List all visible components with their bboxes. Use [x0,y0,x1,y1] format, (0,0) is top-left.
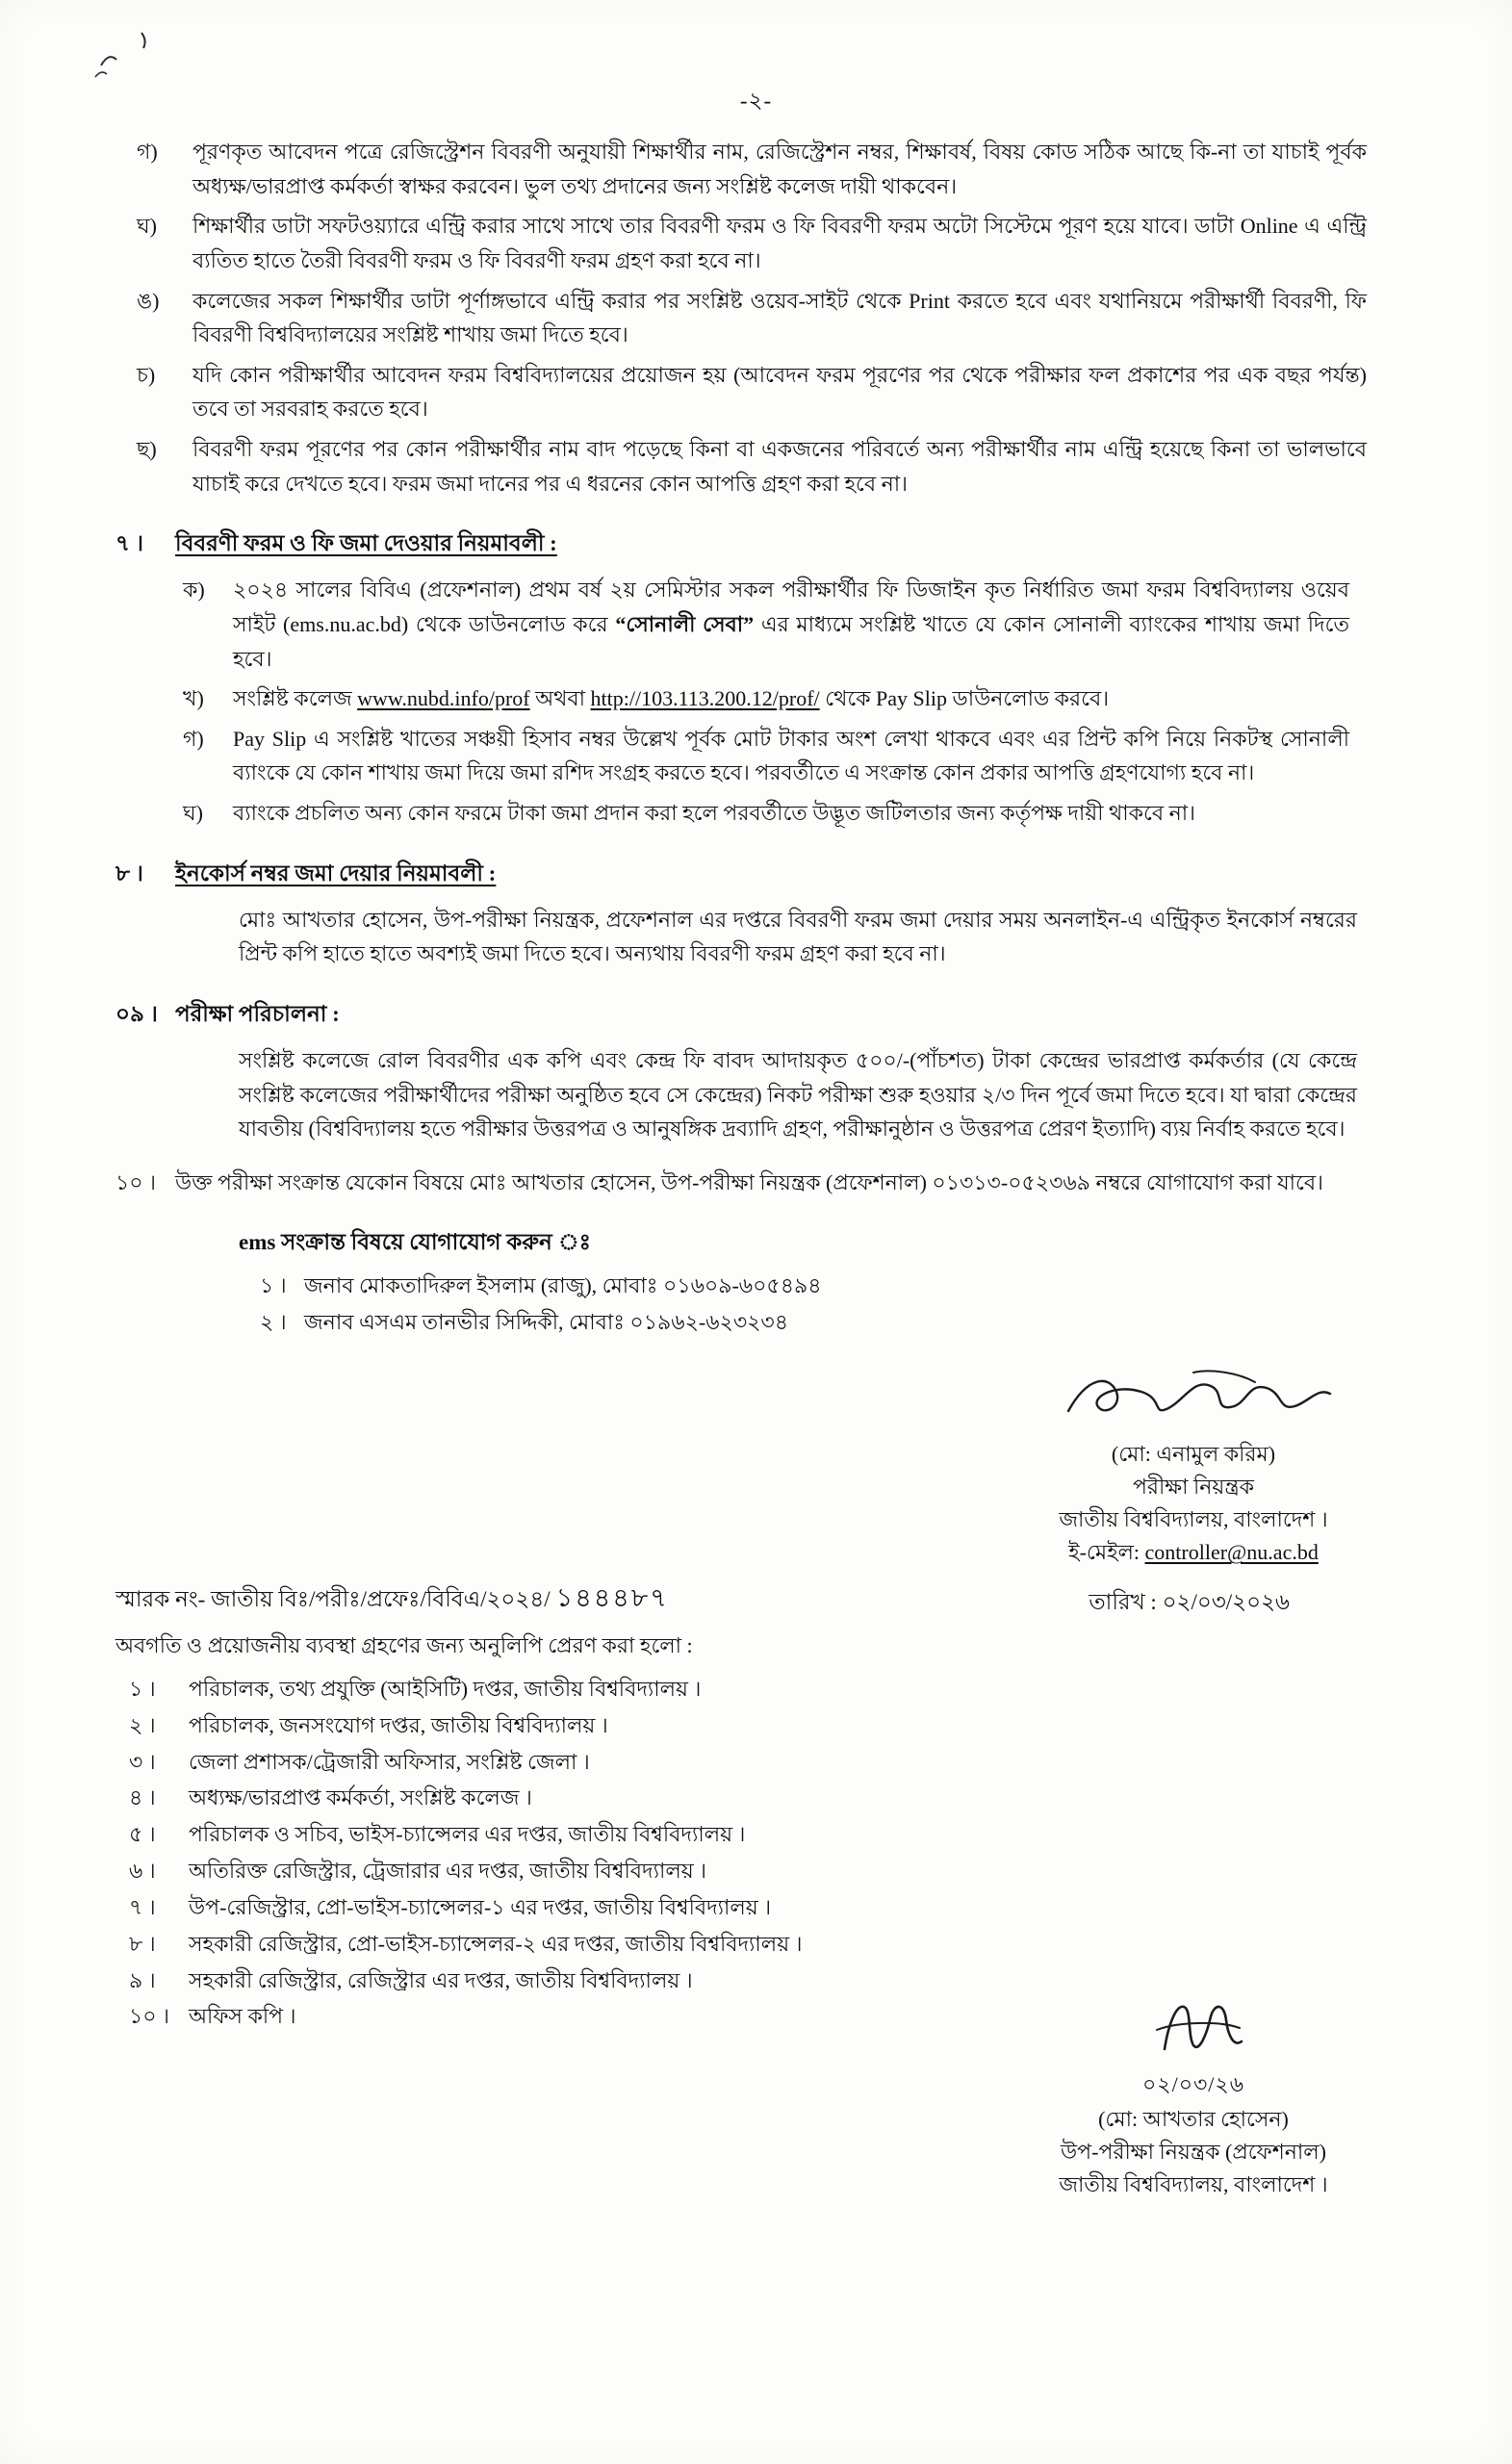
list-item-marker: ক) [183,578,205,603]
signature-name: (মো: আখতার হোসেন) [1098,2107,1289,2132]
handwritten-signature-icon [1049,1997,1338,2057]
copy-number: ৮ । [129,1931,156,1956]
list-item [115,432,1396,500]
sonali-seba-text: “সোনালী সেবা” [615,611,755,636]
signature-designation: উপ-পরীক্ষা নিয়ন্ত্রক (প্রফেশনাল) [1061,2140,1326,2165]
list-item [115,1889,1405,1926]
continued-items-list [115,135,1396,500]
list-item-marker: ঘ) [183,801,203,825]
copy-text: অধ্যক্ষ/ভারপ্রাপ্ত কর্মকর্তা, সংশ্লিষ্ট কলেজ । [189,1785,532,1810]
copy-text: জেলা প্রশাসক/ট্রেজারী অফিসার, সংশ্লিষ্ট জেলা । [189,1749,590,1774]
list-item-text [233,681,1396,716]
email-label: ই-মেইল: [1068,1540,1140,1565]
list-item-text: পূরণকৃত আবেদন পত্রে রেজিস্ট্রেশন বিবরণী অনুযায়ী শিক্ষার্থীর নাম, রেজিস্ট্রেশন নম্বর, শিক্ষাবর্ষ, বিষয় কোড সঠিক আছে কি-না তা যাচাই পূর্বক অধ্যক্ষ/ভারপ্রাপ্ত কর্মকর্তা স্বাক্ষর করবেন। ভুল তথ্য প্রদানের জন্য সংশ্লিষ্ট কলেজ দায়ী থাকবেন। [192,140,1367,198]
signature-block-deputy-controller [943,1997,1444,2201]
text-fragment: এর মাধ্যমে সংশ্লিষ্ট খাতে যে কোন সোনালী ব্যাংকের শাখায় জমা দিতে হবে। [233,611,1349,671]
ip-prof-link[interactable]: http://103.113.200.12/prof/ [590,686,820,711]
signature-handwritten-date: ০২/০৩/২৬ [1141,2072,1245,2097]
section-10-body: উক্ত পরীক্ষা সংক্রান্ত যেকোন বিষয়ে মোঃ আখতার হোসেন, উপ-পরীক্ষা নিয়ন্ত্রক (প্রফেশনাল) ০১৩১৩-০৫২৩৬৯ নম্বরে যোগাযোগ করা যাবে। [175,1169,1323,1194]
list-item [115,358,1396,426]
copy-text: পরিচালক, তথ্য প্রযুক্তি (আইসিটি) দপ্তর, জাতীয় বিশ্ববিদ্যালয় । [189,1677,702,1701]
list-item-marker: ছ) [137,437,157,461]
text-fragment: ২০২৪ সালের বিবিএ (প্রফেশনাল) প্রথম বর্ষ ২য় সেমিস্টার সকল পরীক্ষার্থীর ফি ডিজাইন কৃত নির্ধারিত জমা ফরম বিশ্ববিদ্যালয় ওয়েব সাইট ( [233,578,1349,636]
page-number: -২- [739,89,773,113]
memo-date [1089,1584,1290,1622]
memo-subject: অবগতি ও প্রয়োজনীয় ব্যবস্থা গ্রহণের জন্য অনুলিপি প্রেরণ করা হলো : [115,1633,693,1657]
section-8-body: মোঃ আখতার হোসেন, উপ-পরীক্ষা নিয়ন্ত্রক, প্রফেশনাল এর দপ্তরে বিবরণী ফরম জমা দেয়ার সময় অনলাইন-এ এন্ট্রিকৃত ইনকোর্স নম্বরের প্রিন্ট কপি হাতে হাতে অবশ্যই জমা দিতে হবে। অন্যথায় বিবরণী ফরম গ্রহণ করা হবে না। [239,907,1357,966]
ems-contact-item [260,1304,1396,1340]
list-item-text: ব্যাংকে প্রচলিত অন্য কোন ফরমে টাকা জমা প্রদান করা হলে পরবর্তীতে উদ্ভূত জটিলতার জন্য কর্তৃপক্ষ দায়ী থাকবে না। [233,801,1196,825]
section-7-heading [115,526,1396,563]
list-item [115,1926,1405,1963]
list-item [115,209,1396,277]
list-item-marker: চ) [137,362,156,387]
ems-contact-number: ২ । [260,1309,287,1334]
text-fragment: ) থেকে ডাউনলোড করে [400,611,616,636]
section-7-number: ৭ । [115,531,143,556]
copy-number: ৯ । [129,1967,156,1992]
section-10 [115,1166,1396,1200]
copy-number: ৬ । [129,1859,156,1884]
memo-block [115,1578,1405,2035]
list-item [115,1780,1405,1816]
list-item-text: বিবরণী ফরম পূরণের পর কোন পরীক্ষার্থীর নাম বাদ পড়েছে কিনা বা একজনের পরিবর্তে অন্য পরীক্ষার্থীর নাম এন্ট্রি হয়েছে কিনা তা ভালভাবে যাচাই করে দেখতে হবে। ফরম জমা দানের পর এ ধরনের কোন আপত্তি গ্রহণ করা হবে না। [192,437,1367,496]
list-item-text: কলেজের সকল শিক্ষার্থীর ডাটা পূর্ণাঙ্গভাবে এন্ট্রি করার পর সংশ্লিষ্ট ওয়েব-সাইট থেকে Print করতে হবে এবং যথানিয়মে পরীক্ষার্থী বিবরণী, ফি বিবরণী বিশ্ববিদ্যালয়ের সংশ্লিষ্ট শাখায় জমা দিতে হবে। [192,288,1367,347]
copy-text: সহকারী রেজিস্ট্রার, রেজিস্ট্রার এর দপ্তর, জাতীয় বিশ্ববিদ্যালয় । [189,1967,693,1992]
list-item-text: Pay Slip এ সংশ্লিষ্ট খাতের সঞ্চয়ী হিসাব নম্বর উল্লেখ পূর্বক মোট টাকার অংশ লেখা থাকবে এবং এর প্রিন্ট কপি নিয়ে নিকটস্থ সোনালী ব্যাংকে যে কোন শাখায় জমা দিয়ে জমা রশিদ সংগ্রহ করতে হবে। পরবর্তীতে এ সংক্রান্ত কোন প্রকার আপত্তি গ্রহণযোগ্য হবে না। [233,726,1349,785]
memo-date-value: ০২/০৩/২০২৬ [1162,1590,1290,1614]
controller-email-link[interactable]: controller@nu.ac.bd [1144,1540,1319,1565]
section-8-number: ৮ । [115,860,143,886]
list-item-marker: গ) [183,726,204,751]
list-item [115,135,1396,203]
document-body [115,135,1396,1340]
copy-text: অতিরিক্ত রেজিস্ট্রার, ট্রেজারার এর দপ্তর, জাতীয় বিশ্ববিদ্যালয় । [189,1859,707,1884]
section-9-body: সংশ্লিষ্ট কলেজে রোল বিবরণীর এক কপি এবং কেন্দ্র ফি বাবদ আদায়কৃত ৫০০/-(পাঁচশত) টাকা কেন্দ্রের ভারপ্রাপ্ত কর্মকর্তার (যে কেন্দ্রে সংশ্লিষ্ট কলেজের পরীক্ষার্থীদের পরীক্ষা অনুষ্ঠিত হবে সে কেন্দ্রের) নিকট পরীক্ষা শুরু হওয়ার ২/৩ দিন পূর্বে জমা দিতে হবে। যা দ্বারা কেন্দ্রের যাবতীয় (বিশ্ববিদ্যালয় হতে পরীক্ষার উত্তরপত্র ও আনুষঙ্গিক দ্রব্যাদি গ্রহণ, পরীক্ষানুষ্ঠান ও উত্তরপত্র প্রেরণ ইত্যাদি) ব্যয় নির্বাহ করতে হবে। [239,1047,1357,1142]
list-item-marker: ঘ) [137,214,157,239]
signature-designation: পরীক্ষা নিয়ন্ত্রক [1132,1475,1255,1500]
copy-number: ৩ । [129,1749,156,1774]
list-item [115,1816,1405,1853]
signature-organization: জাতীয় বিশ্ববিদ্যালয়, বাংলাদেশ । [1059,2172,1328,2197]
list-item-text: শিক্ষার্থীর ডাটা সফটওয়্যারে এন্ট্রি করার সাথে সাথে তার বিবরণী ফরম ও ফি বিবরণী ফরম অটো সিস্টেমে পূরণ হয়ে যাবে। ডাটা Online এ এন্ট্রি ব্যতিত হাতে তৈরী বিবরণী ফরম ও ফি বিবরণী ফরম গ্রহণ করা হবে না। [192,214,1367,272]
list-item-text: যদি কোন পরীক্ষার্থীর আবেদন ফরম বিশ্ববিদ্যালয়ের প্রয়োজন হয় (আবেদন ফরম পূরণের পর থেকে পরীক্ষার ফল প্রকাশের পর এক বছর পর্যন্ত) তবে তা সরবরাহ করতে হবে। [192,362,1367,422]
text-fragment: সংশ্লিষ্ট কলেজ [233,686,358,711]
ems-site-text: ems.nu.ac.bd [290,611,401,636]
section-7-title: বিবরণী ফরম ও ফি জমা দেওয়ার নিয়মাবলী : [175,531,557,556]
memo-number [115,1578,669,1622]
list-item [115,796,1396,831]
list-item-marker: ঙ) [137,288,160,313]
copy-text: পরিচালক ও সচিব, ভাইস-চ্যান্সেলর এর দপ্তর, জাতীয় বিশ্ববিদ্যালয় । [189,1822,746,1847]
copy-number: ৪ । [129,1785,156,1810]
text-fragment: অথবা [529,686,591,711]
ems-contact-heading: ems সংক্রান্ত বিষয়ে যোগাযোগ করুন ঃ [239,1230,591,1255]
copy-number: ২ । [129,1712,156,1737]
nubd-info-link[interactable]: www.nubd.info/prof [357,686,530,711]
section-8-title: ইনকোর্স নম্বর জমা দেয়ার নিয়মাবলী : [175,860,497,886]
list-item [115,681,1396,716]
ems-contact-text: জনাব এসএম তানভীর সিদ্দিকী, মোবাঃ ০১৯৬২-৬২৩২৩৪ [304,1309,789,1334]
list-item [115,284,1396,352]
list-item [115,1707,1405,1744]
copy-number: ৭ । [129,1894,156,1919]
list-item [115,1963,1405,1999]
signature-block-controller [943,1367,1444,1569]
copy-text: অফিস কপি । [189,2004,296,2029]
list-item-marker: খ) [183,686,204,711]
memo-number-label: স্মারক নং- জাতীয় বিঃ/পরীঃ/প্রফেঃ/বিবিএ/২০২৪/ [115,1587,551,1611]
copy-number: ১ । [129,1677,156,1701]
section-8-heading [115,856,1396,893]
memo-date-label: তারিখ : [1089,1590,1157,1614]
section-10-number: ১০ । [115,1169,156,1194]
list-item [115,722,1396,790]
list-item [115,573,1396,676]
text-fragment: থেকে Pay Slip ডাউনলোড করবে। [819,686,1110,711]
ems-contact-text: জনাব মোকতাদিরুল ইসলাম (রাজু), মোবাঃ ০১৬০৯-৬০৫৪৯৪ [304,1273,822,1298]
copy-text: সহকারী রেজিস্ট্রার, প্রো-ভাইস-চ্যান্সেলর-২ এর দপ্তর, জাতীয় বিশ্ববিদ্যালয় । [189,1931,803,1956]
list-item [115,1744,1405,1781]
copy-distribution-list [115,1671,1405,2035]
ems-contact-number: ১ । [260,1273,287,1298]
copy-number: ৫ । [129,1822,156,1847]
handwritten-signature-icon [1049,1367,1338,1426]
section-9-title: পরীক্ষা পরিচালনা : [175,1001,340,1026]
list-item [115,1671,1405,1707]
list-item-marker: গ) [137,140,158,164]
signature-email-row [943,1536,1444,1569]
copy-text: পরিচালক, জনসংযোগ দপ্তর, জাতীয় বিশ্ববিদ্যালয় । [189,1712,608,1737]
copy-number: ১০ । [129,2004,169,2029]
signature-name: (মো: এনামুল করিম) [1111,1442,1276,1467]
signature-organization: জাতীয় বিশ্ববিদ্যালয়, বাংলাদেশ । [1059,1507,1328,1532]
ems-contact-item [260,1268,1396,1303]
memo-header-row [115,1578,1405,1622]
copy-text: উপ-রেজিস্ট্রার, প্রো-ভাইস-চ্যান্সেলর-১ এর দপ্তর, জাতীয় বিশ্ববিদ্যালয় । [189,1894,772,1919]
list-item [115,1853,1405,1889]
section-9-number: ০৯ । [115,1001,158,1026]
section-9-heading [115,996,1396,1034]
memo-number-handwritten: ১৪৪৪৮৭ [555,1583,669,1612]
list-item-text [233,573,1396,676]
